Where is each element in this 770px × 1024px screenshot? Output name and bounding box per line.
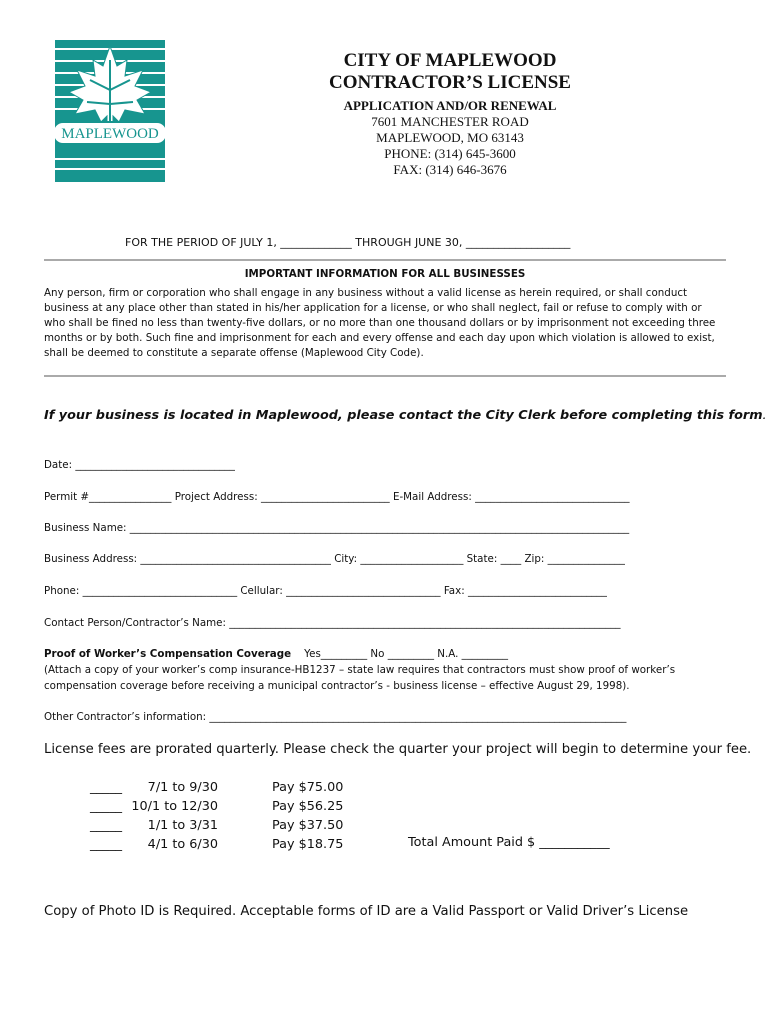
city-clerk-notice bbox=[44, 408, 767, 423]
header-block bbox=[300, 50, 600, 178]
date-field[interactable]: Date: _______________________________ bbox=[44, 459, 235, 471]
phone-number: PHONE: (314) 645-3600 bbox=[384, 146, 516, 161]
quarter-3-period: 1/1 to 3/31 bbox=[147, 818, 218, 833]
quarter-2-pay: Pay $56.25 bbox=[272, 799, 344, 814]
maplewood-logo bbox=[55, 40, 165, 182]
other-info-field[interactable]: Other Contractor’s information: _________________________________________________________________________________ bbox=[44, 711, 627, 723]
important-body: Any person, firm or corporation who shall engage in any business without a valid license as herein required, or shall conduct business at any place other than stated in his/her application for a license, or who shall neglect, fail or refuse to comply with or who shall be fined no less than twenty-five dollars, or no more than one thousand dollars or by imprisonment not exceeding three months or by both. Such fine and imprisonment for each and every offense and each day upon which violation is allowed to exist, shall be deemed to constitute a separate offense (Maplewood City Code). bbox=[44, 287, 716, 359]
phone-cell-fax-fields[interactable]: Phone: ______________________________ Cellular: ______________________________ Fax: ___________________________ bbox=[44, 585, 607, 597]
business-address-fields[interactable]: Business Address: _____________________________________ City: ____________________ State: ____ Zip: _______________ bbox=[44, 553, 625, 565]
notice-period: . bbox=[762, 408, 767, 423]
logo-text: MAPLEWOOD bbox=[61, 126, 159, 142]
quarter-2-blank[interactable]: _____ bbox=[90, 799, 122, 814]
permit-project-email-fields[interactable]: Permit #________________ Project Address: _________________________ E-Mail Address: ______________________________ bbox=[44, 491, 630, 503]
quarter-1-pay: Pay $75.00 bbox=[272, 780, 344, 795]
divider bbox=[44, 375, 726, 377]
workers-comp-row bbox=[44, 648, 508, 660]
fee-periods bbox=[130, 778, 218, 854]
quarter-4-period: 4/1 to 6/30 bbox=[147, 837, 218, 852]
city-title: CITY OF MAPLEWOOD bbox=[343, 50, 557, 71]
quarter-3-pay: Pay $37.50 bbox=[272, 818, 344, 833]
workers-comp-note-1: (Attach a copy of your worker’s comp insurance-HB1237 – state law requires that contractors must show proof of worker’s bbox=[44, 664, 676, 676]
contact-name-field[interactable]: Contact Person/Contractor’s Name: ____________________________________________________________________________ bbox=[44, 617, 621, 629]
total-amount-paid[interactable]: Total Amount Paid $ ___________ bbox=[408, 835, 610, 850]
quarter-2-period: 10/1 to 12/30 bbox=[131, 799, 218, 814]
notice-text: If your business is located in Maplewood, please contact the City Clerk before completing this form bbox=[44, 408, 763, 423]
quarter-1-blank[interactable]: _____ bbox=[90, 780, 122, 795]
workers-comp-options[interactable]: Yes_________ No _________ N.A. _________ bbox=[291, 648, 509, 660]
street-address: 7601 MANCHESTER ROAD bbox=[371, 114, 529, 129]
license-period: FOR THE PERIOD OF JULY 1, _____________ THROUGH JUNE 30, ___________________ bbox=[125, 236, 571, 249]
workers-comp-note-2: compensation coverage before receiving a municipal contractor’s - business license – effective August 29, 1998). bbox=[44, 680, 630, 692]
workers-comp-label: Proof of Worker’s Compensation Coverage bbox=[44, 648, 292, 660]
quarter-4-pay: Pay $18.75 bbox=[272, 837, 344, 852]
fax-number: FAX: (314) 646-3676 bbox=[393, 162, 507, 177]
city-state-zip: MAPLEWOOD, MO 63143 bbox=[376, 130, 524, 145]
important-title: IMPORTANT INFORMATION FOR ALL BUSINESSES bbox=[244, 268, 526, 280]
quarter-3-blank[interactable]: _____ bbox=[90, 818, 122, 833]
subtitle: APPLICATION AND/OR RENEWAL bbox=[343, 98, 557, 113]
license-title: CONTRACTOR’S LICENSE bbox=[329, 72, 571, 93]
quarter-1-period: 7/1 to 9/30 bbox=[147, 780, 218, 795]
photo-id-requirement: Copy of Photo ID is Required. Acceptable forms of ID are a Valid Passport or Valid Driver’s License bbox=[44, 904, 689, 919]
fees-intro: License fees are prorated quarterly. Please check the quarter your project will begin to determine your fee. bbox=[44, 742, 752, 757]
business-name-field[interactable]: Business Name: _________________________________________________________________________________________________ bbox=[44, 522, 630, 534]
fee-amounts bbox=[272, 778, 343, 854]
quarter-4-blank[interactable]: _____ bbox=[90, 837, 122, 852]
fee-blanks bbox=[90, 778, 122, 854]
divider bbox=[44, 259, 726, 261]
